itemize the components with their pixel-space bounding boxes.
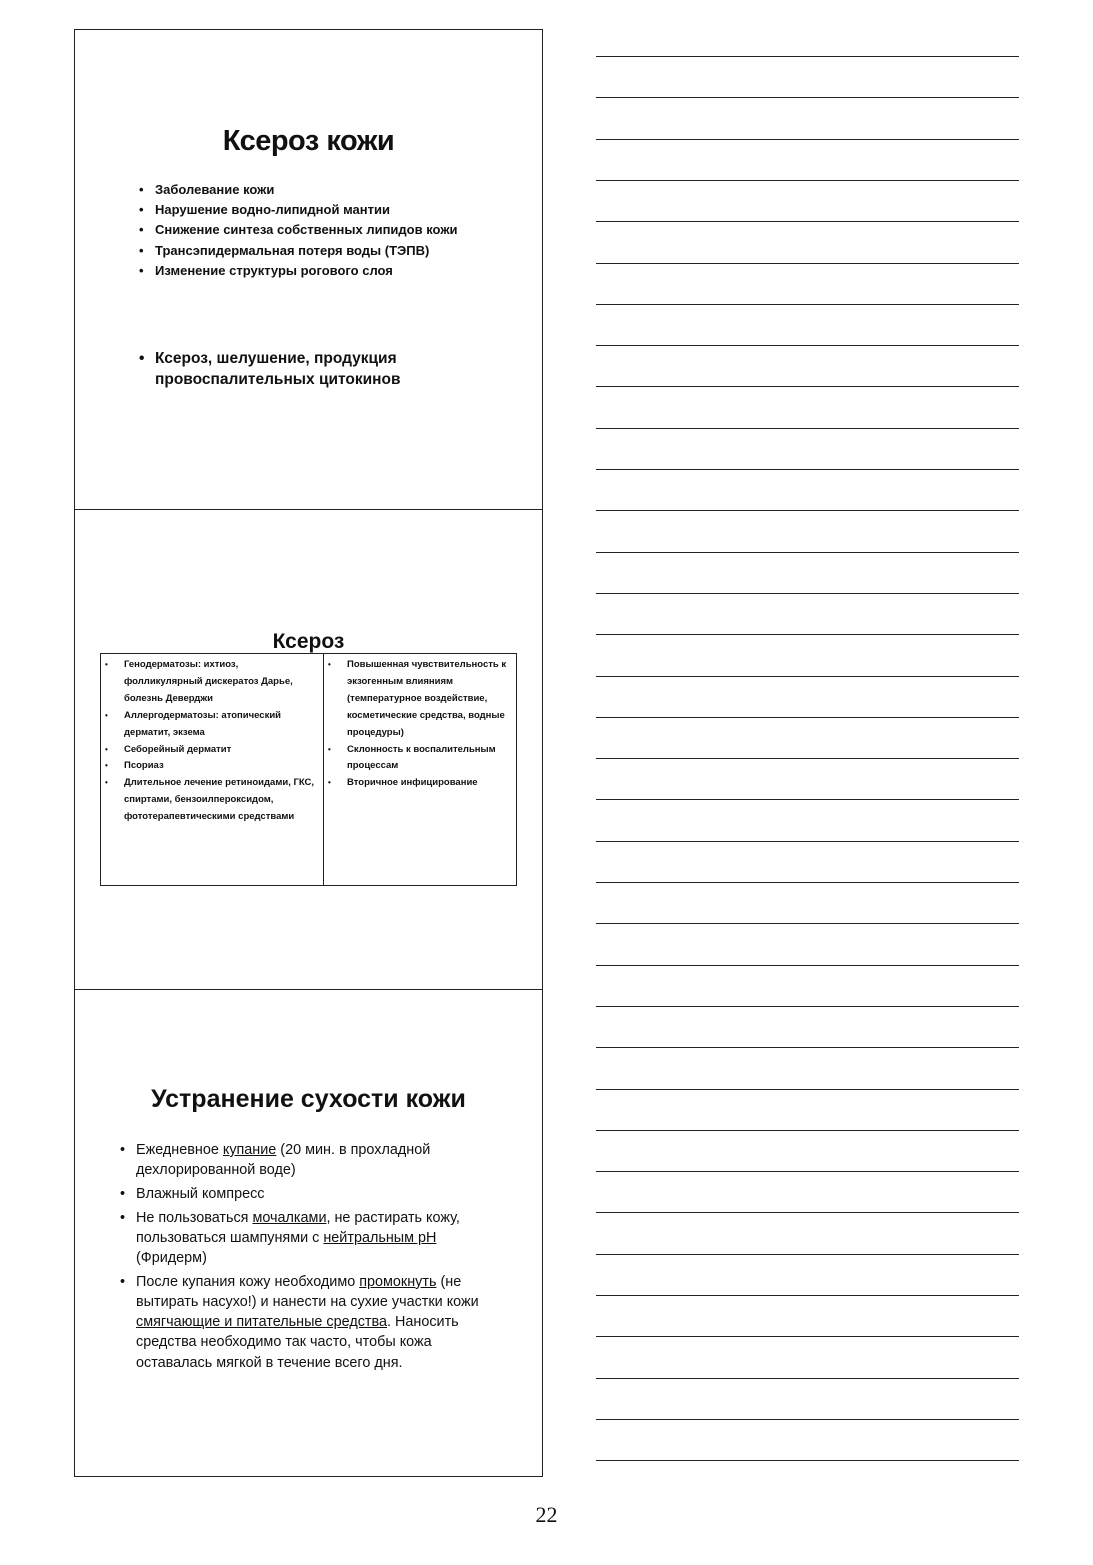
notes-line — [596, 1378, 1019, 1379]
notes-line — [596, 758, 1019, 759]
notes-line — [596, 221, 1019, 222]
notes-line — [596, 923, 1019, 924]
notes-line — [596, 1295, 1019, 1296]
slides-frame — [74, 29, 543, 1477]
causes-column — [101, 654, 324, 885]
list-item: • Заболевание кожи — [139, 180, 458, 200]
list-item: • Псориаз — [105, 758, 315, 775]
list-item: • Не пользоваться мочалками, не растирать кожу, пользоваться шампунями с нейтральным pH (Фридерм) — [120, 1208, 510, 1269]
notes-line — [596, 510, 1019, 511]
notes-line — [596, 1130, 1019, 1131]
notes-line — [596, 1006, 1019, 1007]
notes-line — [596, 1419, 1019, 1420]
list-item: • Нарушение водно-липидной мантии — [139, 200, 458, 220]
list-item: • После купания кожу необходимо промокнуть (не вытирать насухо!) и нанести на сухие участки кожи смягчающие и питательные средства. Наносить средства необходимо так часто, чтобы кожа оставалась мягкой в течение всего дня. — [120, 1272, 510, 1373]
page-number: 22 — [535, 1502, 558, 1527]
underlined-term: нейтральным pH — [323, 1229, 437, 1246]
list-item: • Изменение структуры рогового слоя — [139, 261, 458, 281]
notes-line — [596, 97, 1019, 98]
underlined-term: мочалками — [252, 1209, 327, 1226]
notes-line — [596, 634, 1019, 635]
consequences-column — [324, 654, 516, 885]
slide-3-bullet-list — [120, 1140, 510, 1376]
notes-line — [596, 717, 1019, 718]
notes-line — [596, 552, 1019, 553]
list-item: • Снижение синтеза собственных липидов кожи — [139, 220, 458, 240]
underlined-term: купание — [222, 1142, 277, 1158]
consequences-list — [324, 657, 508, 792]
xerosis-causes-table — [100, 653, 517, 886]
notes-line — [596, 1089, 1019, 1090]
list-item: • Аллергодерматозы: атопический дерматит, экзема — [105, 708, 315, 742]
slide-1-secondary-list — [139, 348, 479, 390]
slide-1-title: Ксероз кожи — [222, 125, 395, 157]
slide-3-title: Устранение сухости кожи — [151, 1085, 466, 1113]
slide-2 — [75, 510, 542, 990]
list-item: • Длительное лечение ретиноидами, ГКС, спиртами, бензоилпероксидом, фототерапевтическими средствами — [105, 775, 315, 826]
notes-line — [596, 1212, 1019, 1213]
causes-list — [101, 657, 315, 826]
list-item: • Ежедневное купание (20 мин. в прохладной дехлорированной воде) — [120, 1140, 510, 1180]
list-item: • Трансэпидермальная потеря воды (ТЭПВ) — [139, 241, 458, 261]
slide-2-title: Ксероз — [272, 630, 345, 653]
notes-line — [596, 345, 1019, 346]
list-item: • Влажный компресс — [120, 1184, 510, 1204]
underlined-term: смягчающие и питательные средства — [136, 1314, 387, 1331]
list-item: • Генодерматозы: ихтиоз, фолликулярный дискератоз Дарье, болезнь Деверджи — [105, 657, 315, 708]
notes-line — [596, 841, 1019, 842]
notes-line — [596, 799, 1019, 800]
slide-1 — [75, 30, 542, 510]
notes-line — [596, 965, 1019, 966]
list-item: • Склонность к воспалительным процессам — [328, 742, 508, 776]
slide-1-bullet-list — [139, 180, 458, 281]
list-item: • Ксероз, шелушение, продукция провоспалительных цитокинов — [139, 348, 479, 390]
underlined-term: промокнуть — [359, 1273, 437, 1290]
notes-line — [596, 139, 1019, 140]
notes-line — [596, 593, 1019, 594]
notes-line — [596, 428, 1019, 429]
slide-3 — [75, 990, 542, 1476]
notes-line — [596, 304, 1019, 305]
notes-line — [596, 1047, 1019, 1048]
notes-line — [596, 180, 1019, 181]
notes-line — [596, 263, 1019, 264]
notes-line — [596, 1254, 1019, 1255]
notes-line — [596, 1460, 1019, 1461]
notes-line — [596, 882, 1019, 883]
list-item: • Повышенная чувствительность к экзогенным влияниям (температурное воздействие, косметические средства, водные процедуры) — [328, 657, 508, 742]
list-item: • Себорейный дерматит — [105, 742, 315, 759]
notes-line — [596, 386, 1019, 387]
notes-line — [596, 1336, 1019, 1337]
notes-line — [596, 676, 1019, 677]
list-item: • Вторичное инфицирование — [328, 775, 508, 792]
notes-line — [596, 1171, 1019, 1172]
notes-line — [596, 56, 1019, 57]
notes-line — [596, 469, 1019, 470]
